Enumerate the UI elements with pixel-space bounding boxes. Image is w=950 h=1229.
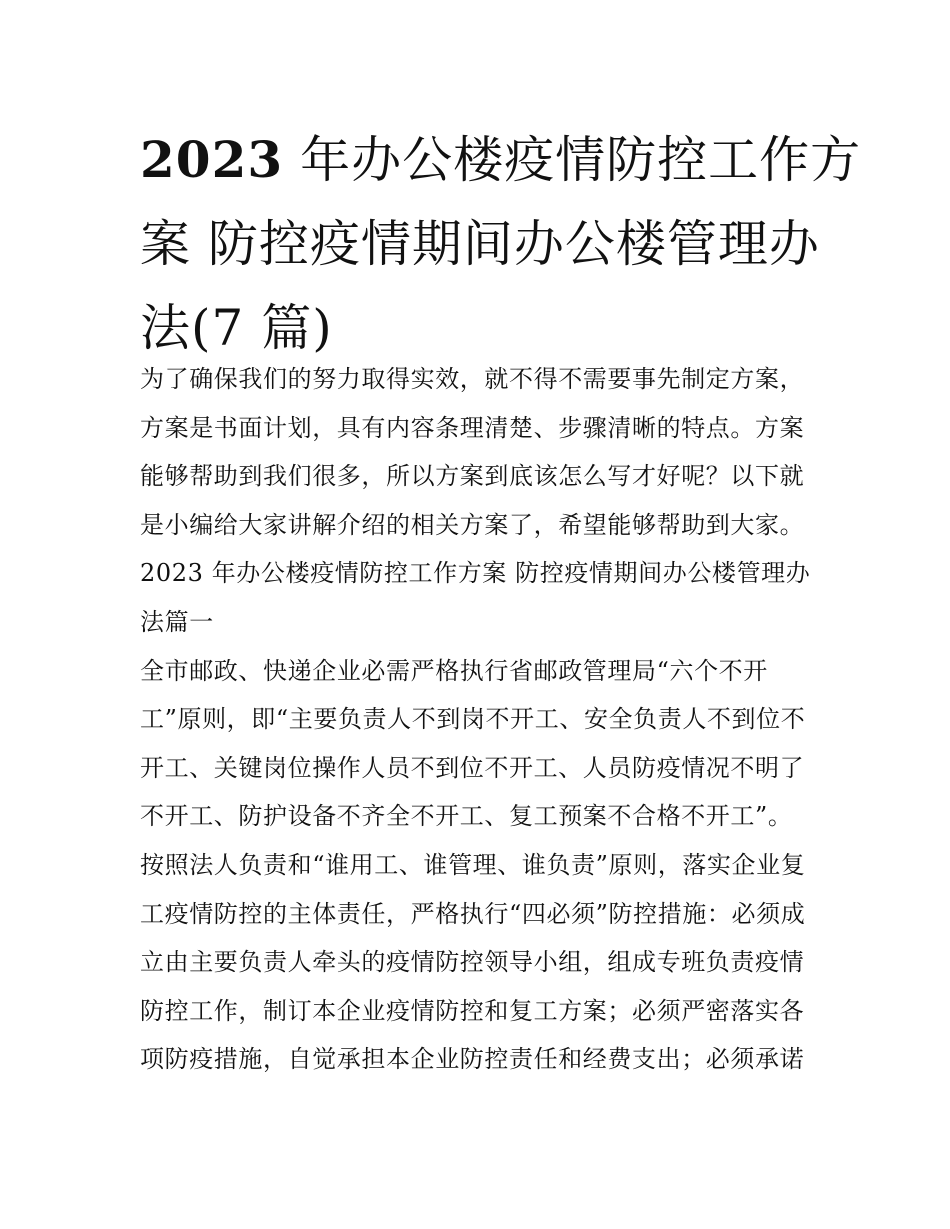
body-line: 工”原则，即“主要负责人不到岗不开工、安全负责人不到位不: [140, 705, 806, 734]
document-body: [140, 355, 820, 1084]
body-line: 是小编给大家讲解介绍的相关方案了，希望能够帮助到大家。: [140, 510, 805, 539]
body-line: 能够帮助到我们很多，所以方案到底该怎么写才好呢？以下就: [140, 462, 805, 491]
title-line: [140, 118, 862, 202]
body-line: 开工、关键岗位操作人员不到位不开工、人员防疫情况不明了: [140, 753, 805, 782]
section-heading-line: 法篇一: [140, 607, 214, 636]
document-title: [140, 118, 862, 370]
body-line: 立由主要负责人牵头的疫情防控领导小组，组成专班负责疫情: [140, 948, 805, 977]
title-number: 2023: [140, 130, 284, 189]
body-line: 防控工作，制订本企业疫情防控和复工方案；必须严密落实各: [140, 996, 805, 1025]
body-line: 工疫情防控的主体责任，严格执行“四必须”防控措施：必须成: [140, 899, 806, 928]
body-line: 不开工、防护设备不齐全不开工、复工预案不合格不开工”。: [140, 802, 793, 831]
title-text: 案 防控疫情期间办公楼管理办: [140, 215, 820, 273]
section-heading-line: 2023 年办公楼疫情防控工作方案 防控疫情期间办公楼管理办: [140, 559, 811, 588]
body-line: 项防疫措施，自觉承担本企业防控责任和经费支出；必须承诺: [140, 1045, 805, 1074]
title-text: 法(7 篇): [140, 299, 333, 357]
body-line: 方案是书面计划，具有内容条理清楚、步骤清晰的特点。方案: [140, 413, 805, 442]
body-line: 全市邮政、快递企业必需严格执行省邮政管理局“六个不开: [140, 656, 768, 685]
body-line: 为了确保我们的努力取得实效，就不得不需要事先制定方案，: [140, 365, 805, 393]
body-line: 按照法人负责和“谁用工、谁管理、谁负责”原则，落实企业复: [140, 850, 806, 879]
title-line: [140, 202, 820, 286]
title-text: 年办公楼疫情防控工作方: [283, 131, 862, 189]
